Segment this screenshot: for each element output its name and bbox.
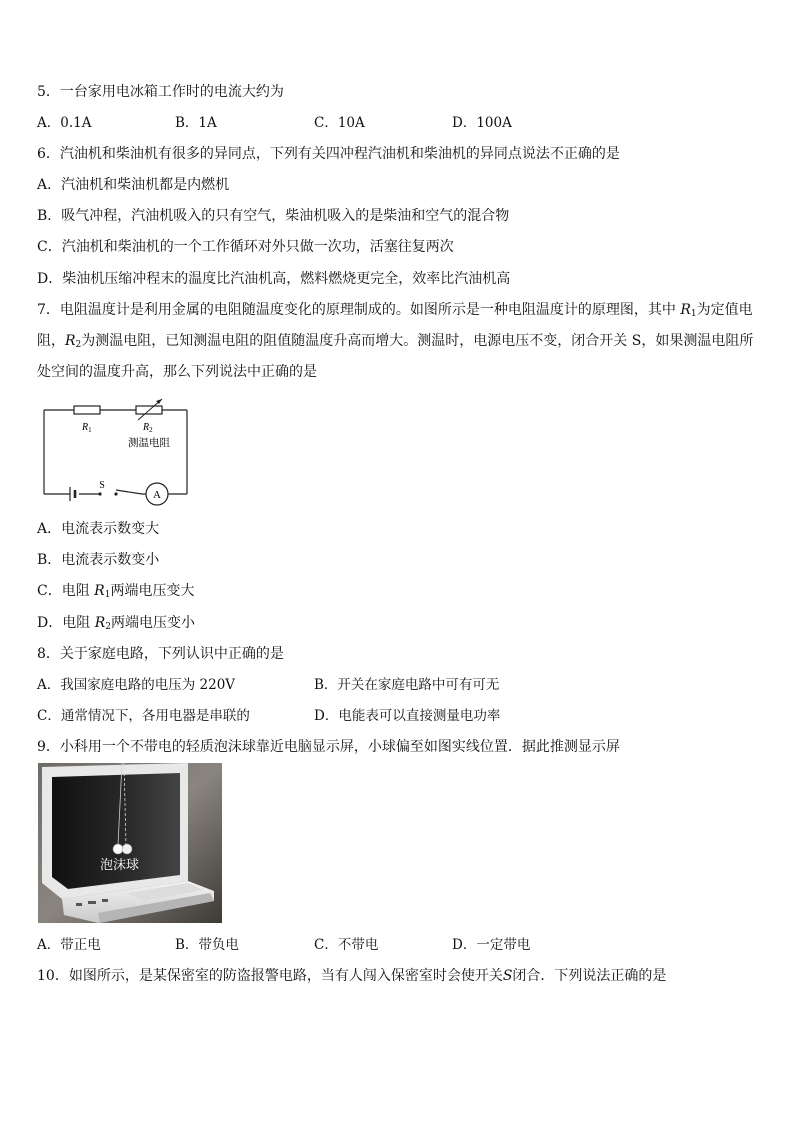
q5-option-a: A．0.1A [37, 115, 92, 131]
q6-option-b: B．吸气冲程，汽油机吸入的只有空气，柴油机吸入的是柴油和空气的混合物 [37, 208, 510, 224]
q8-option-d: D．电能表可以直接测量电功率 [314, 708, 501, 724]
r2-label: $R_2$ [143, 422, 153, 434]
q9-option-c: C．不带电 [314, 937, 379, 953]
q5-stem: 5．一台家用电冰箱工作时的电流大约为 [37, 84, 284, 100]
q7-stem-line-3: 处空间的温度升高，那么下列说法中正确的是 [37, 364, 317, 380]
r1-resistor [74, 406, 100, 414]
q7-option-c: C．电阻 $R_1$两端电压变大 [37, 583, 195, 600]
q5-option-b: B．1A [175, 115, 217, 131]
q10-stem: 10．如图所示，是某保密室的防盗报警电路，当有人闯入保密室时会使开关S闭合．下列说法正确的是 [37, 968, 667, 984]
q5-option-d: D．100A [452, 115, 512, 131]
q9-option-a: A．带正电 [37, 937, 101, 953]
r2-caption: 测温电阻 [128, 437, 170, 449]
q6-option-d: D．柴油机压缩冲程末的温度比汽油机高，燃料燃烧更完全，效率比汽油机高 [37, 271, 511, 287]
foam-ball [113, 844, 123, 854]
q8-stem: 8．关于家庭电路，下列认识中正确的是 [37, 646, 284, 662]
q7-stem-line-2: 阻，$R_2$为测温电阻，已知测温电阻的阻值随温度升高而增大。测温时，电源电压不变，闭合开关 S，如果测温电阻所 [37, 333, 754, 350]
ammeter-label: A [153, 489, 161, 501]
q6-option-a: A．汽油机和柴油机都是内燃机 [37, 177, 230, 193]
switch-contact [98, 492, 101, 495]
q9-option-d: D．一定带电 [452, 937, 531, 953]
q9-option-b: B．带负电 [175, 937, 239, 953]
q6-stem: 6．汽油机和柴油机有很多的异同点，下列有关四冲程汽油机和柴油机的异同点说法不正确的是 [37, 146, 620, 162]
q8-option-a: A．我国家庭电路的电压为 220V [37, 677, 236, 693]
q7-option-a: A．电流表示数变大 [37, 521, 160, 537]
laptop-foam-ball-photo [38, 763, 222, 923]
r1-label: $R_1$ [82, 422, 92, 434]
q6-option-c: C．汽油机和柴油机的一个工作循环对外只做一次功，活塞往复两次 [37, 239, 454, 255]
q7-option-d: D．电阻 $R_2$两端电压变小 [37, 615, 195, 632]
foam-ball-original [122, 844, 132, 854]
q9-stem: 9．小科用一个不带电的轻质泡沫球靠近电脑显示屏，小球偏至如图实线位置．据此推测显示屏 [37, 739, 620, 755]
q5-option-c: C．10A [314, 115, 365, 131]
foam-ball-label: 泡沫球 [100, 858, 140, 873]
q8-option-b: B．开关在家庭电路中可有可无 [314, 677, 500, 693]
q8-option-c: C．通常情况下，各用电器是串联的 [37, 708, 250, 724]
temperature-circuit-diagram [38, 398, 198, 506]
q7-option-b: B．电流表示数变小 [37, 552, 160, 568]
switch-label: S [99, 480, 105, 491]
q7-stem-line-1: 7．电阻温度计是利用金属的电阻随温度变化的原理制成的。如图所示是一种电阻温度计的原理图，其中 $R_1$为定值电 [37, 302, 753, 319]
